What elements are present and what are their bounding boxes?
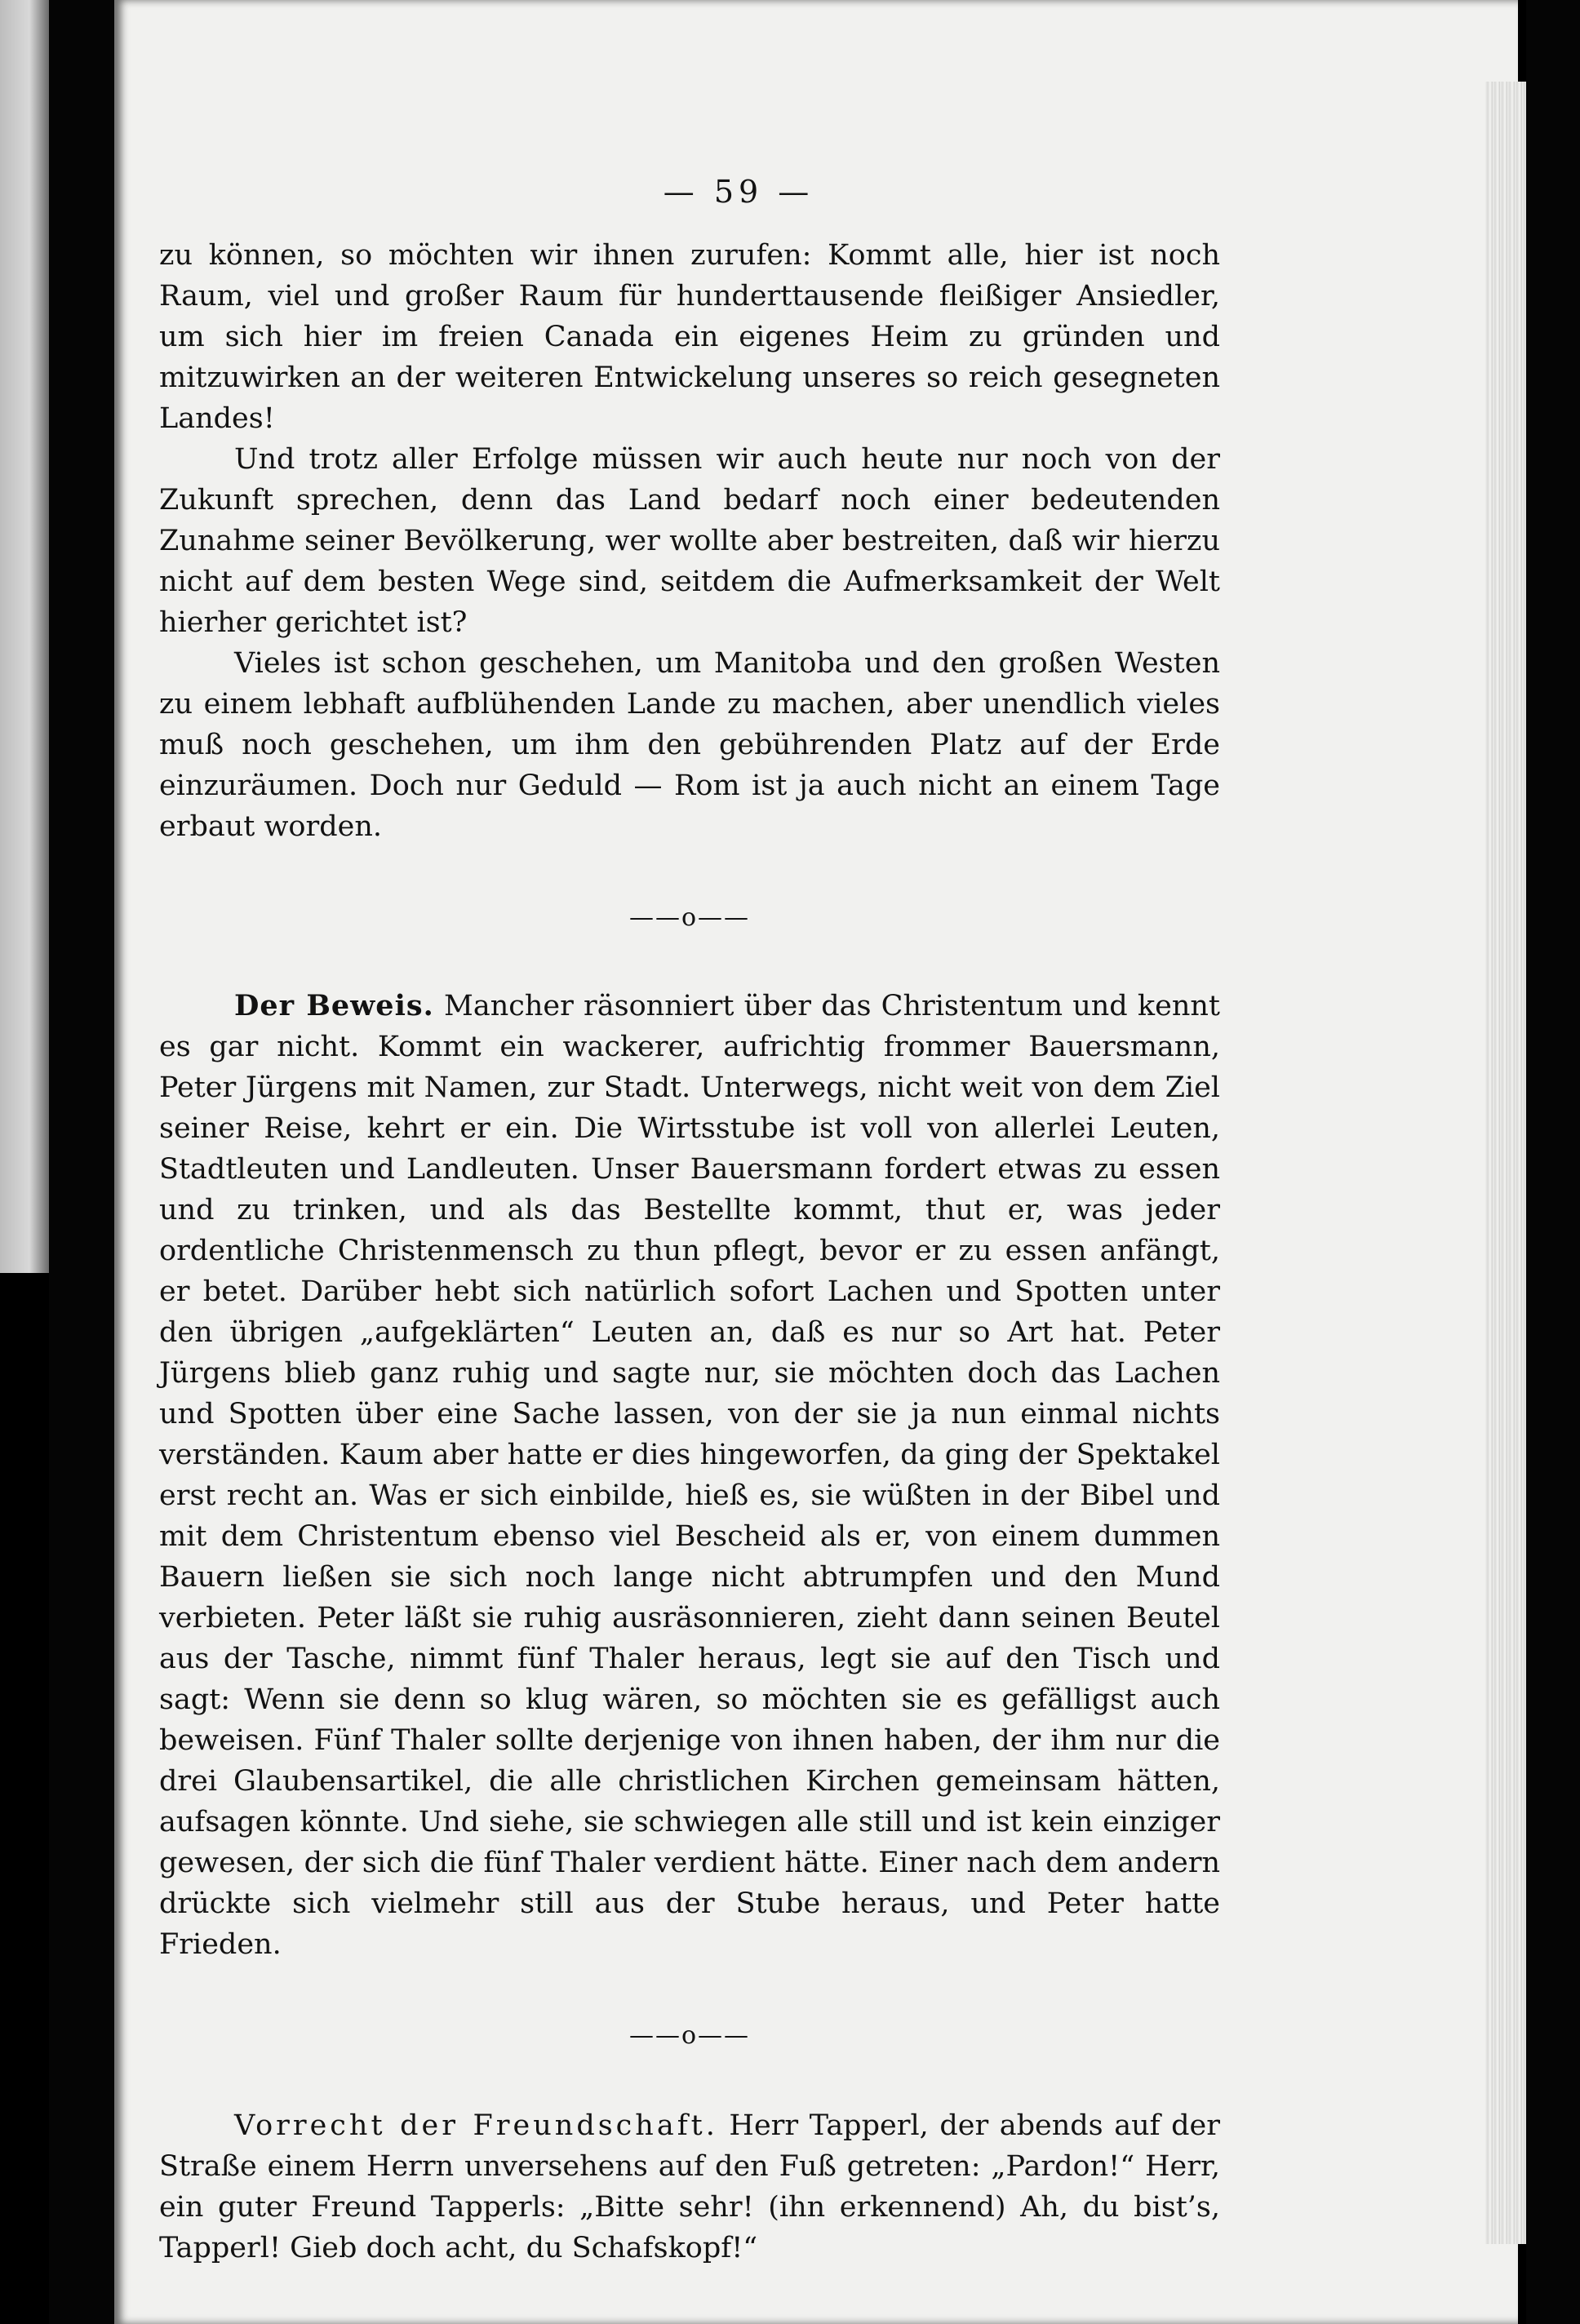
- page-number: — 59 —: [663, 174, 814, 210]
- scan-border: [1526, 0, 1580, 2324]
- anecdote-title: Vorrecht der Freundschaft.: [234, 2109, 718, 2142]
- section-separator: ——o——: [628, 2021, 751, 2050]
- section-separator: ——o——: [628, 903, 751, 932]
- anecdote-text: Mancher räsonniert über das Christentum und kennt es gar nicht. Kommt ein wackerer, aufrichtig frommer Bauersmann, Peter Jürgens mit Namen, zur Stadt. Unterwegs, nicht weit von dem Ziel seiner Reise, kehrt er ein. Die Wirtsstube ist voll von allerlei Leuten, Stadtleuten und Landleuten. Unser Bauersmann fordert etwas zu essen und zu trinken, und als das Bestellte kommt, thut er, was jeder ordentliche Christenmensch zu thun pflegt, bevor er zu essen anfängt, er betet. Darüber hebt sich natürlich sofort Lachen und Spotten unter den übrigen „aufgeklärten“ Leuten an, daß es nur so Art hat. Peter Jürgens blieb ganz ruhig und sagte nur, sie möchten doch das Lachen und Spotten über eine Sache lassen, von der sie ja nun einmal nichts verständen. Kaum aber hatte er dies hingeworfen, da ging der Spektakel erst recht an. Was er sich einbilde, hieß es, sie wüßten in der Bibel und mit dem Christentum ebenso viel Bescheid als er, von einem dummen Bauern ließen sie sich noch lange nicht abtrumpfen und den Mund verbieten. Peter läßt sie ruhig ausräsonnieren, zieht dann seinen Beutel aus der Tasche, nimmt fünf Thaler heraus, legt sie auf den Tisch und sagt: Wenn sie denn so klug wären, so möchten sie es gefälligst auch beweisen. Fünf Thaler sollte derjenige von ihnen haben, der ihm nur die drei Glaubensartikel, die alle christlichen Kirchen gemeinsam hätten, aufsagen könnte. Und siehe, sie schwiegen alle still und ist kein einziger gewesen, der sich die fünf Thaler verdient hätte. Einer nach dem andern drückte sich vielmehr still aus der Stube heraus, und Peter hatte Frieden.: [159, 990, 1220, 1961]
- left-page-edge: [0, 0, 49, 1273]
- page-content: [159, 171, 1220, 2269]
- anecdote-text: Herr Tapperl, der abends auf der Straße einem Herrn unversehens auf den Fuß getreten: „Pardon!“ Herr, ein guter Freund Tapperls: „Bitte sehr! (ihn erkennend) Ah, du bist’s, Tapperl! Gieb doch acht, du Schafskopf!“: [159, 2109, 1220, 2264]
- paragraph-continuation: zu können, so möchten wir ihnen zurufen: Kommt alle, hier ist noch Raum, viel und großer Raum für hunderttausende fleißiger Ansiedler, um sich hier im freien Canada ein eigenes Heim zu gründen und mitzuwirken an der weiteren Entwickelung unseres so reich gesegneten Landes!: [159, 239, 1220, 435]
- anecdote-beweis: [159, 986, 1220, 1965]
- anecdote-vorrecht: [159, 2105, 1220, 2269]
- book-gutter: [49, 0, 114, 2324]
- paragraph-zukunft: Und trotz aller Erfolge müssen wir auch heute nur noch von der Zukunft sprechen, denn das Land bedarf noch einer bedeutenden Zunahme seiner Bevölkerung, wer wollte aber bestreiten, daß wir hierzu nicht auf dem besten Wege sind, seitdem die Aufmerksamkeit der Welt hierher gerichtet ist?: [159, 443, 1220, 639]
- anecdote-title: Der Beweis.: [234, 989, 434, 1022]
- page-stack-edge: [1485, 82, 1526, 2244]
- paragraph-manitoba: Vieles ist schon geschehen, um Manitoba und den großen Westen zu einem lebhaft aufblühenden Lande zu machen, aber unendlich vieles muß noch geschehen, um ihm den gebührenden Platz auf der Erde einzuräumen. Doch nur Geduld — Rom ist ja auch nicht an einem Tage erbaut worden.: [159, 647, 1220, 843]
